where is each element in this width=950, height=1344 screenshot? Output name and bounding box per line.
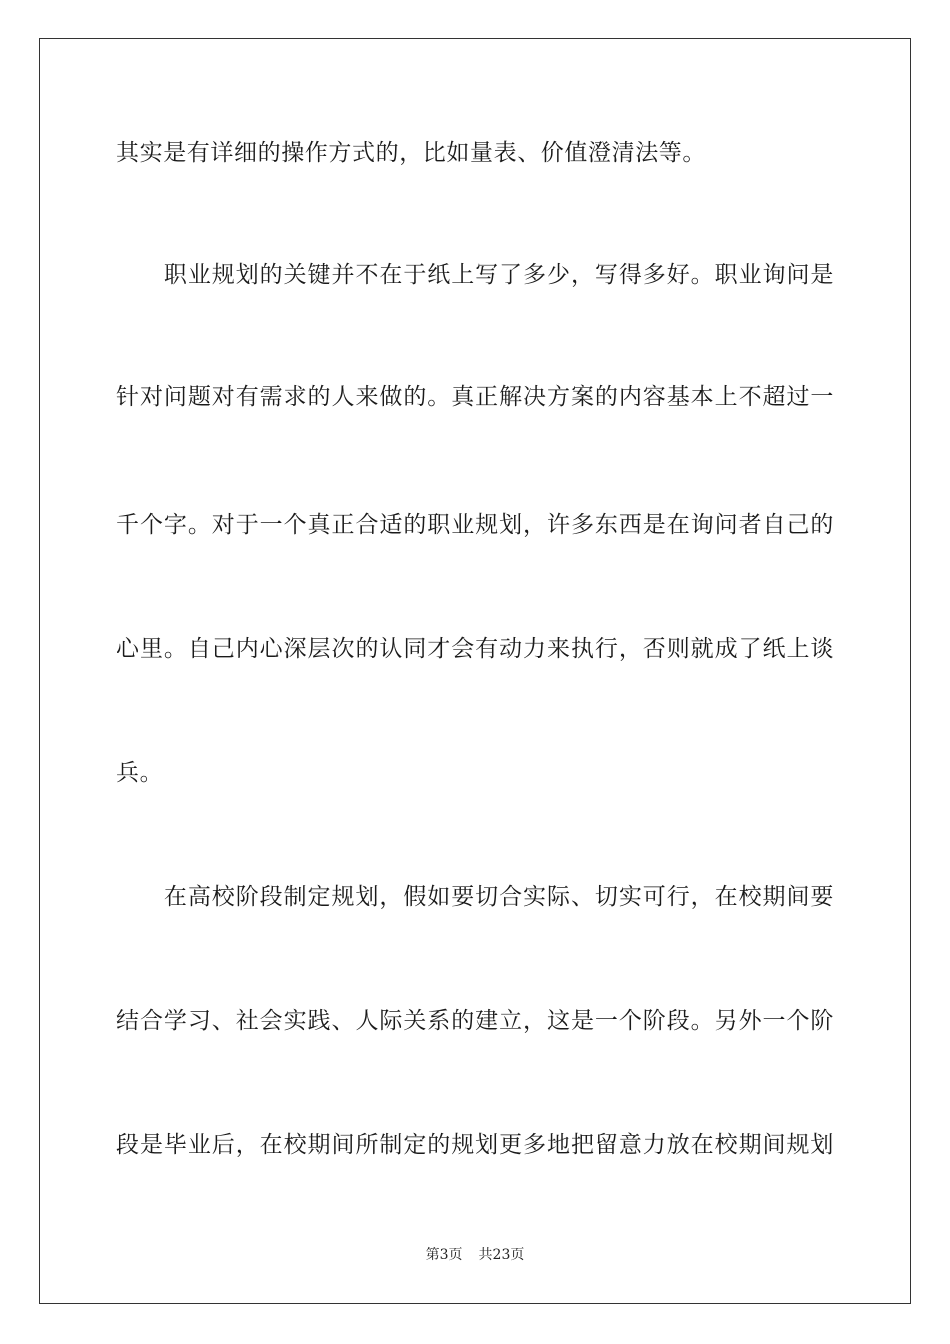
page-total: 共23页	[478, 1247, 525, 1263]
text-line: 段是毕业后，在校期间所制定的规划更多地把留意力放在校期间规划	[116, 1132, 834, 1158]
text-line: 其实是有详细的操作方式的，比如量表、价值澄清法等。	[116, 140, 706, 166]
page-footer	[0, 1246, 950, 1264]
text-line: 结合学习、社会实践、人际关系的建立，这是一个阶段。另外一个阶	[116, 1008, 834, 1034]
text-line: 在高校阶段制定规划，假如要切合实际、切实可行，在校期间要	[116, 884, 834, 910]
page-number: 第3页	[425, 1247, 463, 1263]
text-line: 针对问题对有需求的人来做的。真正解决方案的内容基本上不超过一	[116, 384, 834, 410]
page-frame	[39, 38, 911, 1304]
text-line: 兵。	[116, 760, 164, 786]
text-line: 心里。自己内心深层次的认同才会有动力来执行，否则就成了纸上谈	[116, 636, 834, 662]
text-line: 职业规划的关键并不在于纸上写了多少，写得多好。职业询问是	[116, 262, 834, 288]
text-line: 千个字。对于一个真正合适的职业规划，许多东西是在询问者自己的	[116, 512, 834, 538]
